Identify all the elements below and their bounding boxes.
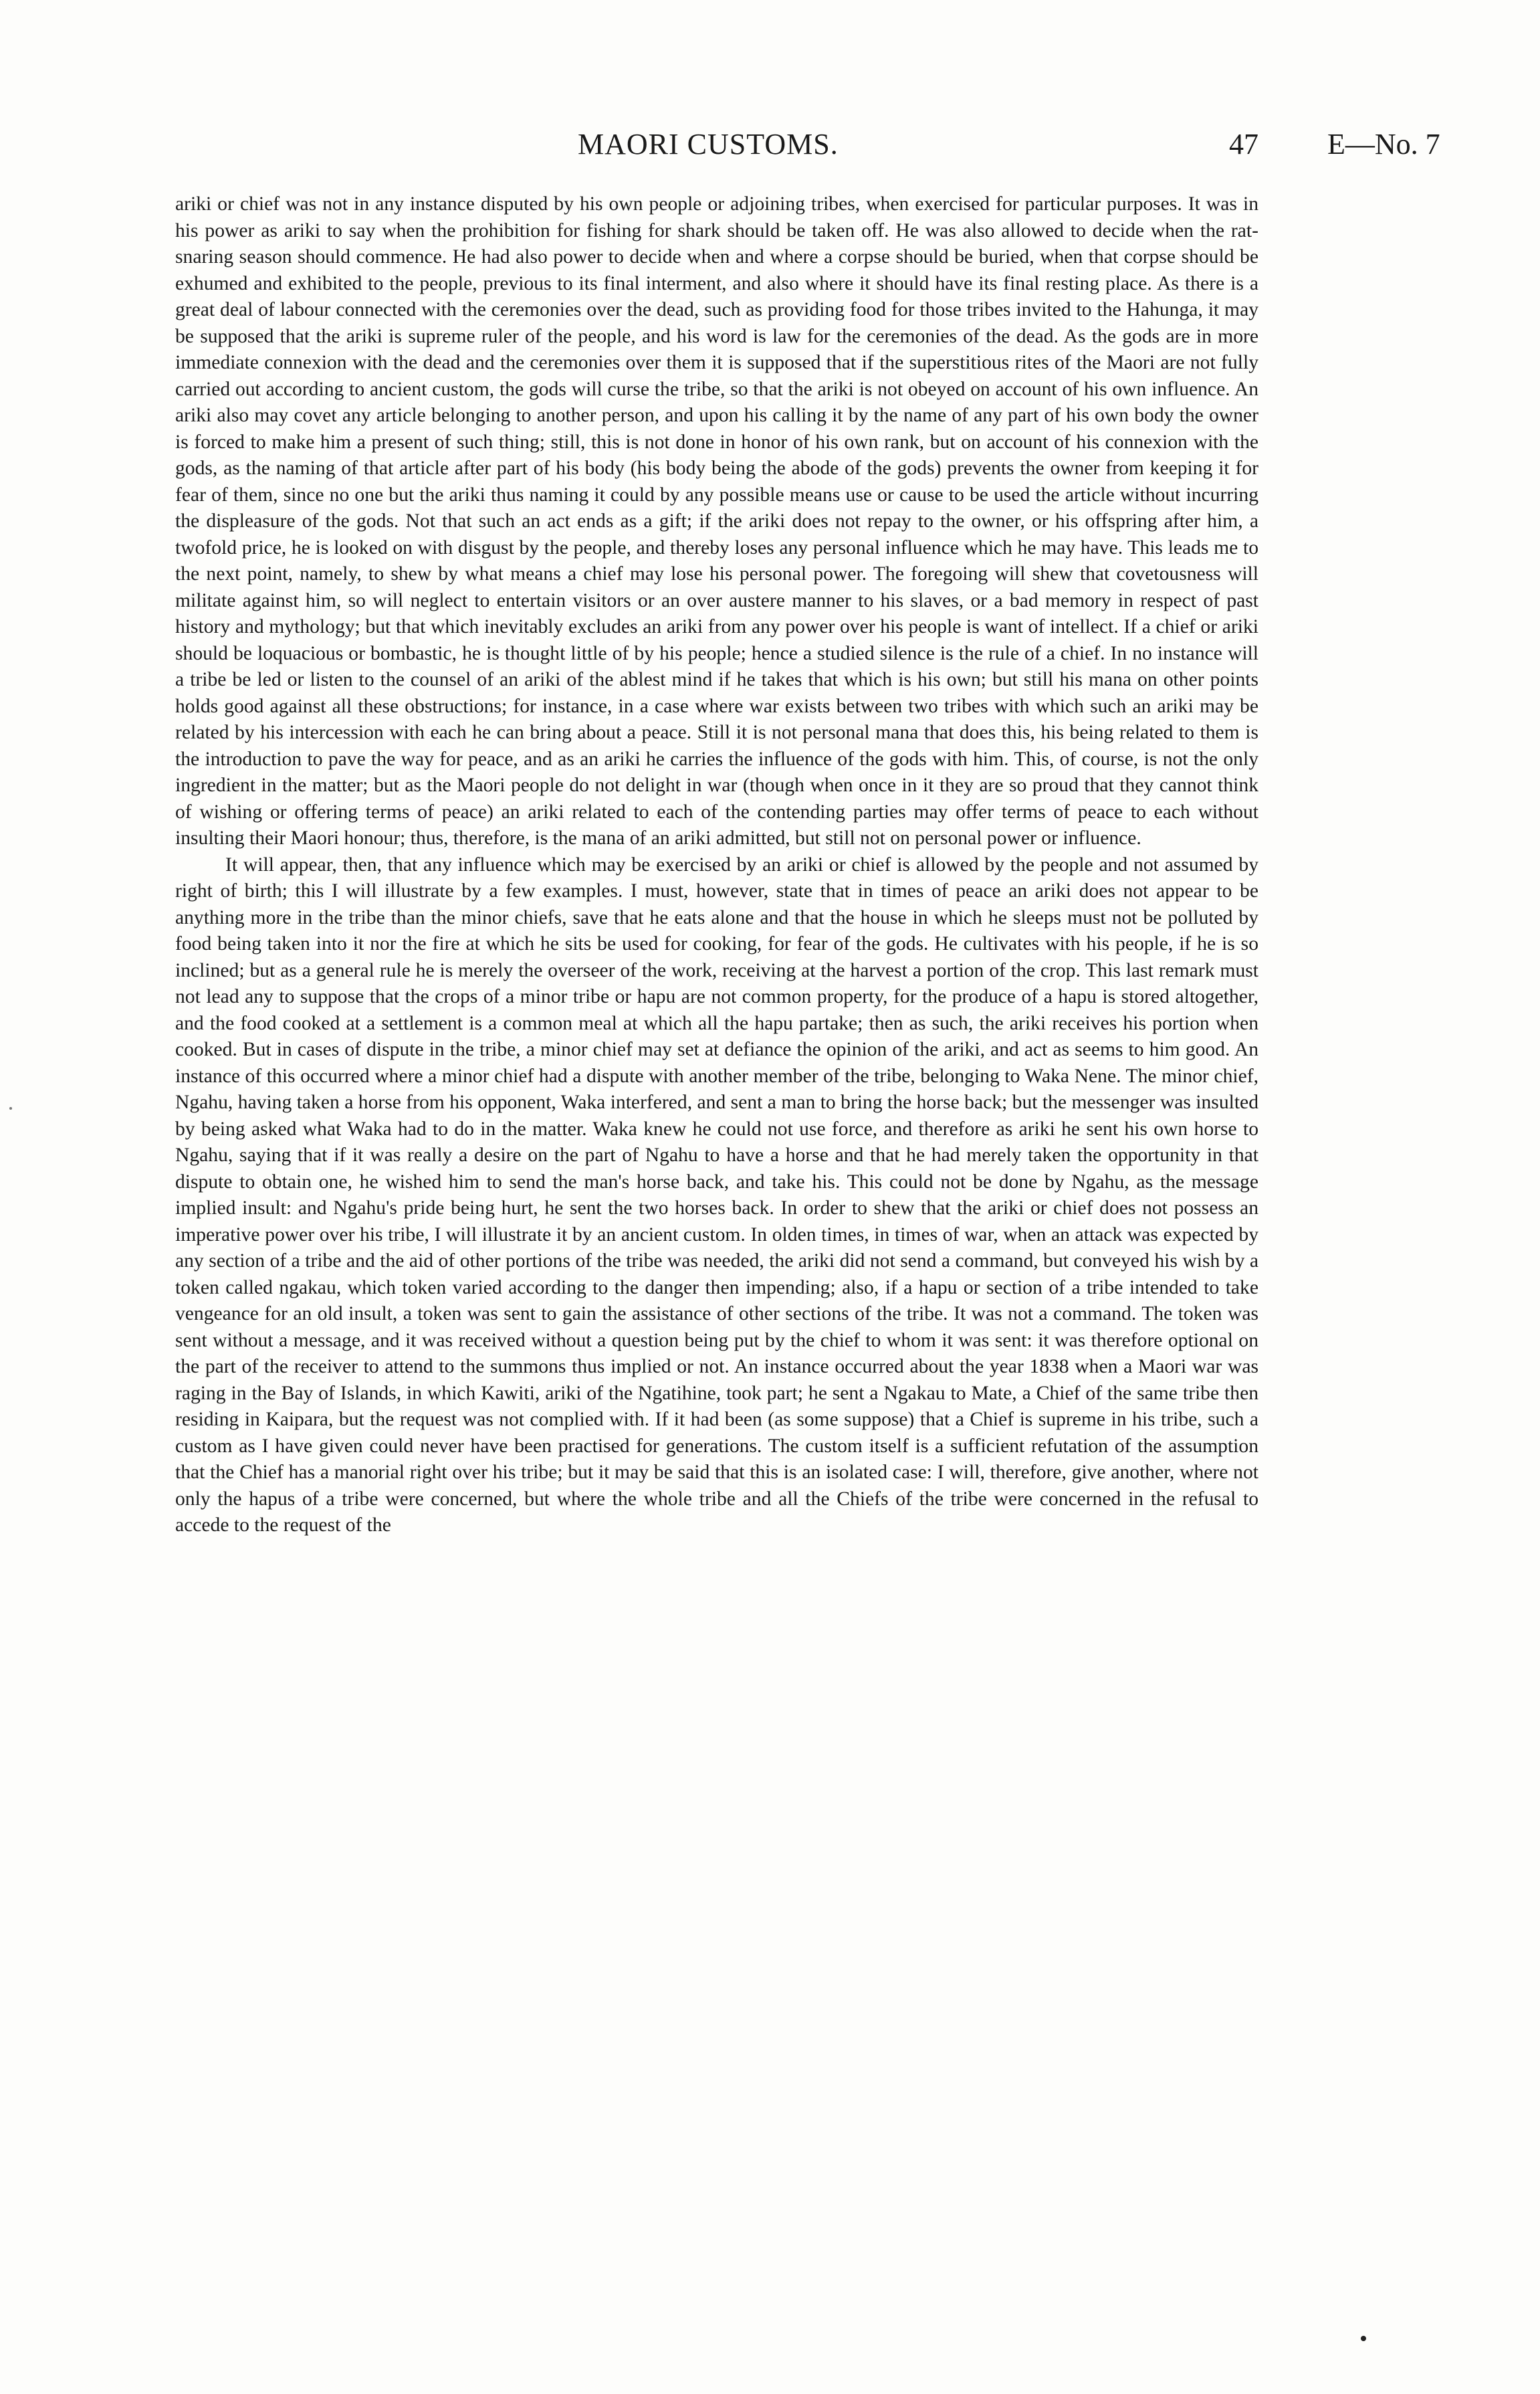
margin-speck: [1361, 2336, 1366, 2341]
running-title: MAORI CUSTOMS.: [578, 128, 839, 161]
paragraph: It will appear, then, that any influence which may be exercised by an ariki or chief is allowed by the people and not assumed by right of birth; this I will illustrate by a few examples. I must, however, state that in times of peace an ariki does not appear to be anything more in the tribe than the minor chiefs, save that he eats alone and that the house in which he sleeps must not be polluted by food being taken into it nor the fire at which he sits be used for cooking, for fear of the gods. He cultivates with his people, if he is so inclined; but as a general rule he is merely the overseer of the work, receiving at the harvest a portion of the crop. This last remark must not lead any to suppose that the crops of a minor tribe or hapu are not common property, for the produce of a hapu is stored altogether, and the food cooked at a settlement is a common meal at which all the hapu partake; then as such, the ariki receives his portion when cooked. But in cases of dispute in the tribe, a minor chief may set at defiance the opinion of the ariki, and act as seems to him good. An instance of this occurred where a minor chief had a dispute with another member of the tribe, belonging to Waka Nene. The minor chief, Ngahu, having taken a horse from his opponent, Waka interfered, and sent a man to bring the horse back; but the messenger was insulted by being asked what Waka had to do in the matter. Waka knew he could not use force, and therefore as ariki he sent his own horse to Ngahu, saying that if it was really a desire on the part of Ngahu to have a horse and that he had merely taken the opportunity in that dispute to obtain one, he wished him to send the man's horse back, and take his. This could not be done by Ngahu, as the message implied insult: and Ngahu's pride being hurt, he sent the two horses back. In order to shew that the ariki or chief does not possess an imperative power over his tribe, I will illustrate it by an ancient custom. In olden times, in times of war, when an attack was expected by any section of a tribe and the aid of other portions of the tribe was needed, the ariki did not send a command, but conveyed his wish by a token called ngakau, which token varied according to the danger then impending; also, if a hapu or section of a tribe intended to take vengeance for an old insult, a token was sent to gain the assistance of other sections of the tribe. It was not a command. The token was sent without a message, and it was received without a question being put by the chief to whom it was sent: it was therefore optional on the part of the receiver to attend to the summons thus implied or not. An instance occurred about the year 1838 when a Maori war was raging in the Bay of Islands, in which Kawiti, ariki of the Ngatihine, took part; he sent a Ngakau to Mate, a Chief of the same tribe then residing in Kaipara, but the request was not complied with. If it had been (as some suppose) that a Chief is supreme in his tribe, such a custom as I have given could never have been practised for generations. The custom itself is a sufficient refutation of the assumption that the Chief has a manorial right over his tribe; but it may be said that this is an isolated case: I will, therefore, give another, where not only the hapus of a tribe were concerned, but where the whole tribe and all the Chiefs of the tribe were concerned in the refusal to accede to the request of the: [175, 854, 1258, 1536]
margin-speck: [9, 1107, 12, 1110]
series-number: E—No. 7: [1327, 128, 1440, 161]
body-text: [175, 191, 1258, 1539]
paragraph: ariki or chief was not in any instance disputed by his own people or adjoining tribes, when exercised for particular purposes. It was in his power as ariki to say when the prohibition for fishing for shark should be taken off. He was also allowed to decide when the rat-snaring season should commence. He had also power to decide when and where a corpse should be buried, when that corpse should be exhumed and exhibited to the people, previous to its final interment, and also where it should have its final resting place. As there is a great deal of labour connected with the ceremonies over the dead, such as providing food for those tribes invited to the Hahunga, it may be supposed that the ariki is supreme ruler of the people, and his word is law for the ceremonies of the dead. As the gods are in more immediate connexion with the dead and the ceremonies over them it is supposed that if the superstitious rites of the Maori are not fully carried out according to ancient custom, the gods will curse the tribe, so that the ariki is not obeyed on account of his own influence. An ariki also may covet any article belonging to another person, and upon his calling it by the name of any part of his own body the owner is forced to make him a present of such thing; still, this is not done in honor of his own rank, but on account of his connexion with the gods, as the naming of that article after part of his body (his body being the abode of the gods) prevents the owner from keeping it for fear of them, since no one but the ariki thus naming it could by any possible means use or cause to be used the article without incurring the displeasure of the gods. Not that such an act ends as a gift; if the ariki does not repay to the owner, or his offspring after him, a twofold price, he is looked on with disgust by the people, and thereby loses any personal influence which he may have. This leads me to the next point, namely, to shew by what means a chief may lose his personal power. The foregoing will shew that covetousness will militate against him, so will neglect to entertain visitors or an over austere manner to his slaves, or a bad memory in respect of past history and mythology; but that which inevitably excludes an ariki from any power over his people is want of intellect. If a chief or ariki should be loquacious or bombastic, he is thought little of by his people; hence a studied silence is the rule of a chief. In no instance will a tribe be led or listen to the counsel of an ariki of the ablest mind if he takes that which is his own; but still his mana on other points holds good against all these obstructions; for instance, in a case where war exists between two tribes with which such an ariki may be related by his intercession with each he can bring about a peace. Still it is not personal mana that does this, his being related to them is the introduction to pave the way for peace, and as an ariki he carries the influence of the gods with him. This, of course, is not the only ingredient in the matter; but as the Maori people do not delight in war (though when once in it they are so proud that they cannot think of wishing or offering terms of peace) an ariki related to each of the contending parties may offer terms of peace to each without insulting their Maori honour; thus, therefore, is the mana of an ariki admitted, but still not on personal power or influence.: [175, 193, 1258, 849]
running-header: [0, 127, 1540, 174]
page-number: 47: [1229, 128, 1258, 161]
